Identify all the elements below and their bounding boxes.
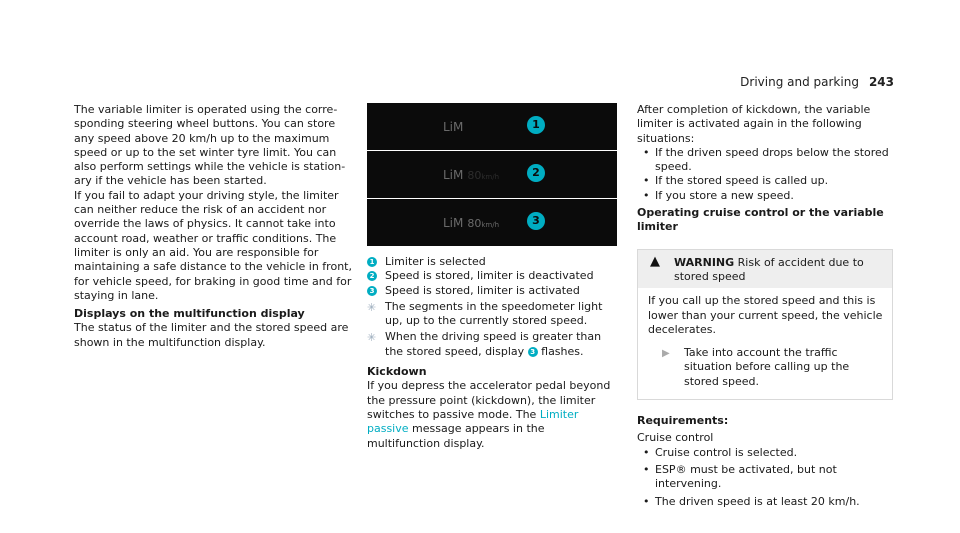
operating-heading: Operating cruise control or the variable limiter [637,206,884,234]
warning-header [638,250,892,289]
column-left [74,103,352,350]
display-panel-3 [367,199,617,246]
list-item: • The driven speed is at least 20 km/h. [643,494,860,508]
lim-label: LiM [443,216,464,230]
column-right [637,103,893,509]
requirements-heading: Requirements: [637,414,729,428]
legend-item [367,269,617,283]
section-heading: Displays on the multifunction display [74,307,305,321]
list-item: • If the stored speed is called up. [643,174,829,188]
callout-2: 2 [527,164,545,182]
kickdown-heading: Kickdown [367,365,427,379]
warning-label: WARNING [674,255,735,269]
callout-3: 3 [527,212,545,230]
number-badge: 1 [367,257,377,267]
warning-action: ▶ Take into account the traffic situation before calling up the stored speed. [662,346,850,388]
requirements-subheading: Cruise control [637,431,714,445]
info-icon: ✳ [367,300,377,314]
legend-item [367,284,617,298]
note-text: When the driving speed is greater than the stored speed, display [385,330,602,358]
after-kickdown-paragraph: After completion of kickdown, the variable limiter is activated again in the following situations: [637,103,871,145]
safety-paragraph: If you fail to adapt your driving style, the limiter can neither reduce the risk of an accident nor override the laws of physics. It cannot take into account road, weather or traffic conditions. The limiter is only an aid. You are responsible for maintaining a safe distance to the vehicle in front, for vehicle speed, for braking in good time and for staying in lane. [74,188,352,302]
page-number: 243 [868,75,894,89]
warning-body [638,288,892,399]
legend-text: Speed is stored, limiter is deactivated [385,269,594,283]
lim-label: LiM [443,120,464,134]
note-speedometer [367,300,617,329]
arrow-right-icon: ▶ [662,348,670,360]
page-header [740,75,894,89]
limiter-passive-message: Limiter passive [367,407,579,436]
warning-box [637,249,893,400]
column-middle [367,103,617,451]
note-flash [367,330,617,359]
number-badge: 3 [528,347,538,357]
note-text: flashes. [541,344,584,358]
speed-unit: km/h [481,173,500,181]
note-text: The segments in the speedometer light up, up to the currently stored speed. [385,299,603,328]
list-item: • Cruise control is selected. [643,445,798,459]
display-panel-1 [367,103,617,150]
list-item: • If the driven speed drops below the stored speed. [643,145,889,174]
display-paragraph: The status of the limiter and the stored speed are shown in the multifunction display. [74,321,349,349]
legend-text: Speed is stored, limiter is activated [385,283,580,297]
list-item: • ESP® must be activated, but not intervening. [643,462,837,491]
number-badge: 3 [367,286,377,296]
speed-unit: km/h [481,221,500,229]
warning-title: Risk of accident due to stored speed [674,255,864,283]
legend-item [367,255,617,269]
number-badge: 2 [367,271,377,281]
intro-paragraph: The variable limiter is operated using the corresponding steering wheel buttons. You can store any speed above 20 km/h up to the maximum speed or up to the set winter tyre limit. You can also perform settings while the vehicle is stationary if the vehicle has been started. [74,103,346,188]
stored-speed: 80 [467,169,482,182]
legend-list [367,255,617,298]
kickdown-paragraph: If you depress the accelerator pedal beyond the pressure point (kickdown), the limiter switches to passive mode. The Limiter passive message appears in the multifunction display. [367,379,611,450]
section-title: Driving and parking [740,75,859,89]
list-item: • If you store a new speed. [643,188,794,202]
callout-1: 1 [527,116,545,134]
lim-label: LiM [443,168,464,182]
stored-speed: 80 [467,217,482,230]
legend-text: Limiter is selected [385,255,486,268]
warning-icon: ▲ [650,253,660,269]
warning-text: If you call up the stored speed and this is lower than your current speed, the vehicle decelerates. [648,294,883,336]
display-panel-2 [367,151,617,198]
info-icon: ✳ [367,331,377,345]
